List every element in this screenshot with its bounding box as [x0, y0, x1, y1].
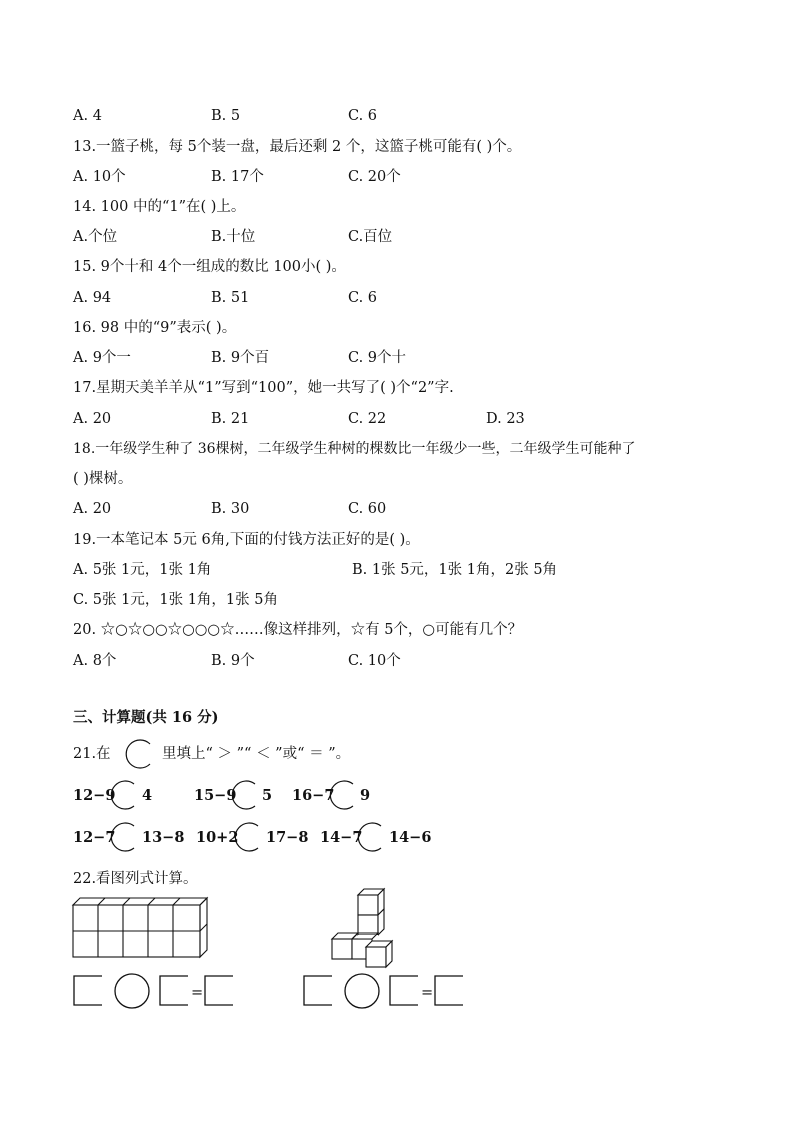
q17-option-b: B. 21	[211, 411, 250, 427]
q14-option-a: A.个位	[73, 229, 118, 245]
q20-question: 20. ☆○☆○○☆○○○☆……像这样排列，☆有 5个，○可能有几个？	[73, 622, 523, 638]
q15-option-c: C. 6	[348, 290, 378, 306]
q19-option-b: B. 1张 5元，1张 1角，2张 5角	[352, 562, 558, 578]
q12-option-b: B. 5	[211, 108, 241, 124]
equals-sign: =	[421, 985, 434, 1001]
q21-prefix: 21.在	[73, 746, 111, 762]
q21-r1-a-right: 4	[142, 787, 153, 804]
q21-r1-c-right: 9	[360, 787, 371, 804]
q15-option-b: B. 51	[211, 290, 250, 306]
q14-option-c: C.百位	[348, 229, 393, 245]
q16-option-c: C. 9个十	[348, 350, 407, 366]
answer-box[interactable]	[433, 974, 467, 1008]
q21-r2-c-left: 14−7	[320, 829, 363, 846]
q21-r2-c-right: 14−6	[389, 829, 432, 846]
q18-question-line2: ( )棵树。	[73, 471, 133, 487]
q22-title: 22.看图列式计算。	[73, 871, 198, 887]
q15-question: 15. 9个十和 4个一组成的数比 100小( )。	[73, 259, 346, 275]
answer-circle[interactable]	[354, 821, 386, 853]
cube-stack-figure	[328, 885, 398, 975]
answer-box[interactable]	[72, 974, 106, 1008]
answer-circle[interactable]	[326, 779, 358, 811]
q13-option-c: C. 20个	[348, 169, 401, 185]
q12-option-a: A. 4	[73, 108, 102, 124]
q21-r2-a-right: 13−8	[142, 829, 185, 846]
q18-question-line1: 18.一年级学生种了 36棵树，二年级学生种树的棵数比一年级少一些，二年级学生可能种了	[73, 441, 636, 457]
answer-box[interactable]	[203, 974, 237, 1008]
q21-r1-b-left: 15−9	[194, 787, 237, 804]
q20-option-c: C. 10个	[348, 653, 401, 669]
q21-suffix: 里填上“ ＞ ”“ ＜ ”或“ ＝ ”。	[162, 746, 351, 762]
answer-circle[interactable]	[231, 821, 263, 853]
q18-option-a: A. 20	[73, 501, 112, 517]
q20-option-b: B. 9个	[211, 653, 255, 669]
q14-option-b: B.十位	[211, 229, 256, 245]
operator-circle[interactable]	[113, 972, 151, 1010]
q17-option-c: C. 22	[348, 411, 387, 427]
q16-option-b: B. 9个百	[211, 350, 270, 366]
section-3-title: 三、计算题(共 16 分)	[73, 709, 219, 726]
q17-option-d: D. 23	[486, 411, 525, 427]
q16-option-a: A. 9个一	[73, 350, 131, 366]
q17-question: 17.星期天美羊羊从“1”写到“100”，她一共写了( )个“2”字.	[73, 380, 454, 396]
answer-circle[interactable]	[228, 779, 260, 811]
answer-circle[interactable]	[107, 821, 139, 853]
q17-option-a: A. 20	[73, 411, 112, 427]
answer-box[interactable]	[302, 974, 336, 1008]
q20-option-a: A. 8个	[73, 653, 117, 669]
q18-option-c: C. 60	[348, 501, 387, 517]
q15-option-a: A. 94	[73, 290, 112, 306]
q21-r2-b-left: 10+2	[196, 829, 239, 846]
answer-circle[interactable]	[107, 779, 139, 811]
q12-option-c: C. 6	[348, 108, 378, 124]
q14-question: 14. 100 中的“1”在( )上。	[73, 199, 246, 215]
answer-box[interactable]	[158, 974, 192, 1008]
answer-box[interactable]	[388, 974, 422, 1008]
q13-question: 13.一篮子桃，每 5个装一盘，最后还剩 2 个，这篮子桃可能有( )个。	[73, 139, 522, 155]
q21-r1-c-left: 16−7	[292, 787, 335, 804]
answer-circle-icon	[118, 738, 158, 770]
equals-sign: =	[191, 985, 204, 1001]
q19-option-c: C. 5张 1元，1张 1角，1张 5角	[73, 592, 278, 608]
q13-option-b: B. 17个	[211, 169, 264, 185]
q13-option-a: A. 10个	[73, 169, 126, 185]
operator-circle[interactable]	[343, 972, 381, 1010]
q21-r2-b-right: 17−8	[266, 829, 309, 846]
q18-option-b: B. 30	[211, 501, 250, 517]
q19-option-a: A. 5张 1元，1张 1角	[73, 562, 212, 578]
q16-question: 16. 98 中的“9”表示( )。	[73, 320, 237, 336]
cube-grid-figure	[70, 895, 210, 961]
q21-r1-a-left: 12−9	[73, 787, 116, 804]
q19-question: 19.一本笔记本 5元 6角,下面的付钱方法正好的是( )。	[73, 532, 420, 548]
q21-r1-b-right: 5	[262, 787, 273, 804]
q21-r2-a-left: 12−7	[73, 829, 116, 846]
